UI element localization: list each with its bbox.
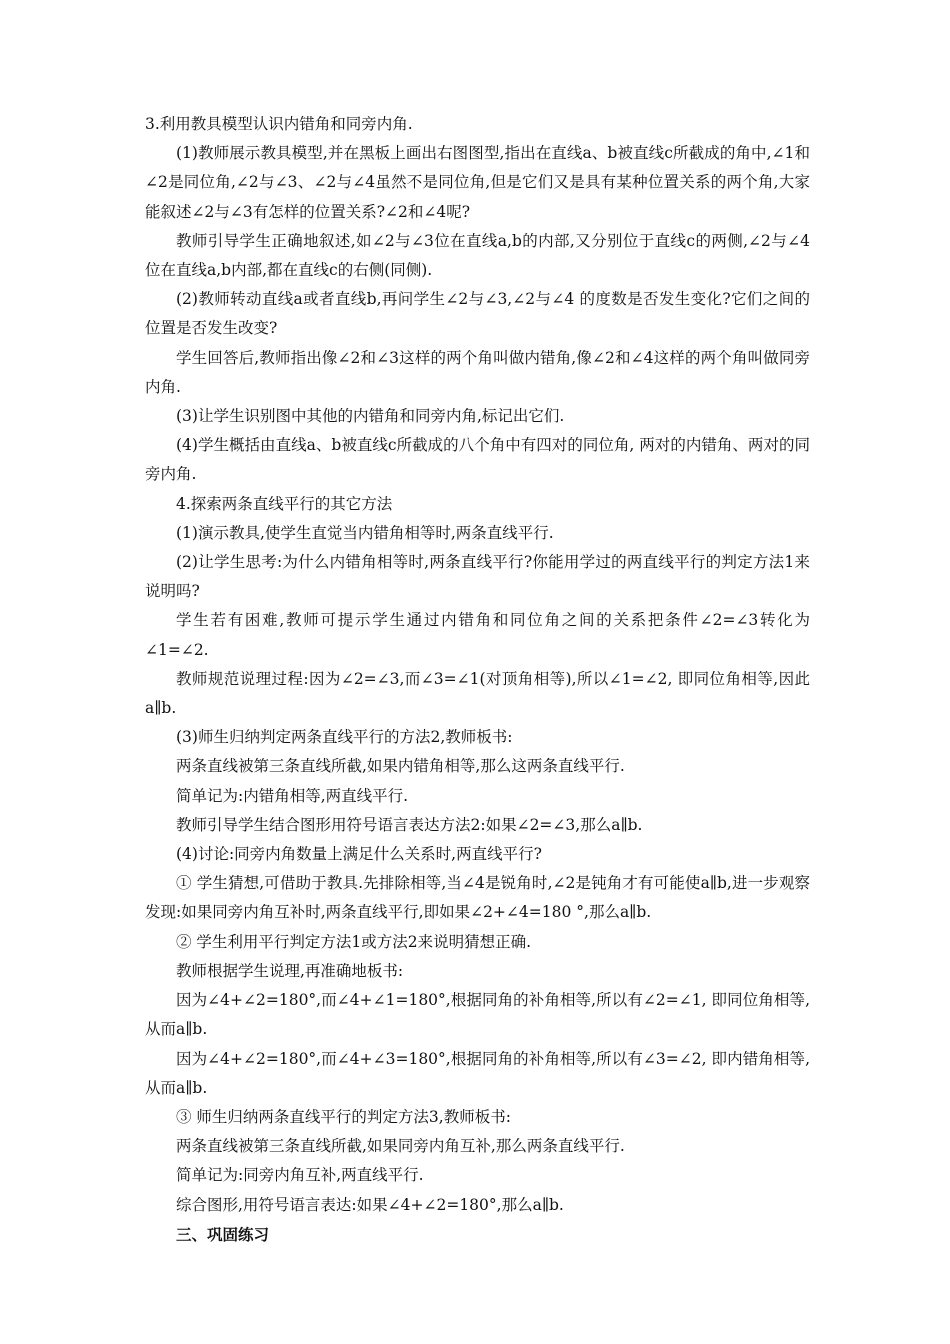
para-9: (1)演示教具,使学生直觉当内错角相等时,两条直线平行.: [176, 523, 554, 542]
para-17: (4)讨论:同旁内角数量上满足什么关系时,两直线平行?: [176, 845, 542, 864]
document-page: [145, 110, 810, 1249]
para-2: (1)教师展示教具模型,并在黑板上画出右图图型,指出在直线a、b被直线c所截成的角中,∠1和∠2是同位角,∠2与∠3、∠2与∠4虽然不是同位角,但是它们又是具有某种位置关系的两个角,大家能叙述∠2与∠3有怎样的位置关系?∠2和∠4呢?: [145, 144, 810, 221]
para-15: 简单记为:内错角相等,两直线平行.: [176, 786, 409, 805]
para-26: 综合图形,用符号语言表达:如果∠4+∠2=180°,那么a∥b.: [176, 1195, 564, 1214]
para-5: 学生回答后,教师指出像∠2和∠3这样的两个角叫做内错角,像∠2和∠4这样的两个角叫做同旁内角.: [145, 348, 810, 396]
para-12: 教师规范说理过程:因为∠2=∠3,而∠3=∠1(对顶角相等),所以∠1=∠2, 即同位角相等,因此a∥b.: [145, 669, 810, 718]
para-14: 两条直线被第三条直线所截,如果内错角相等,那么这两条直线平行.: [176, 757, 625, 776]
para-10: (2)让学生思考:为什么内错角相等时,两条直线平行?你能用学过的两直线平行的判定方法1来说明吗?: [145, 553, 810, 601]
para-13: (3)师生归纳判定两条直线平行的方法2,教师板书:: [176, 728, 513, 747]
para-16: 教师引导学生结合图形用符号语言表达方法2:如果∠2=∠3,那么a∥b.: [176, 815, 643, 834]
para-25: 简单记为:同旁内角互补,两直线平行.: [176, 1166, 424, 1185]
para-3: 教师引导学生正确地叙述,如∠2与∠3位在直线a,b的内部,又分别位于直线c的两侧,∠2与∠4位在直线a,b内部,都在直线c的右侧(同侧).: [145, 231, 810, 280]
para-18: ① 学生猜想,可借助于教具.先排除相等,当∠4是锐角时,∠2是钝角才有可能使a∥b,进一步观察发现:如果同旁内角互补时,两条直线平行,即如果∠2+∠4=180 °,那么a∥b.: [145, 874, 810, 922]
para-23: ③ 师生归纳两条直线平行的判定方法3,教师板书:: [176, 1107, 511, 1126]
para-20: 教师根据学生说理,再准确地板书:: [176, 961, 404, 980]
para-4: (2)教师转动直线a或者直线b,再问学生∠2与∠3,∠2与∠4 的度数是否发生变化?它们之间的位置是否发生改变?: [145, 290, 810, 338]
para-7: (4)学生概括由直线a、b被直线c所截成的八个角中有四对的同位角, 两对的内错角、两对的同旁内角.: [145, 436, 810, 484]
para-1: 3.利用教具模型认识内错角和同旁内角.: [145, 115, 413, 133]
para-19: ② 学生利用平行判定方法1或方法2来说明猜想正确.: [176, 932, 532, 951]
para-21: 因为∠4+∠2=180°,而∠4+∠1=180°,根据同角的补角相等,所以有∠2=∠1, 即同位角相等,从而a∥b.: [145, 991, 810, 1039]
para-24: 两条直线被第三条直线所截,如果同旁内角互补,那么两条直线平行.: [176, 1137, 625, 1156]
para-6: (3)让学生识别图中其他的内错角和同旁内角,标记出它们.: [176, 407, 565, 426]
para-8: 4.探索两条直线平行的其它方法: [176, 494, 393, 513]
para-22: 因为∠4+∠2=180°,而∠4+∠3=180°,根据同角的补角相等,所以有∠3=∠2, 即内错角相等,从而a∥b.: [145, 1049, 810, 1097]
para-11: 学生若有困难,教师可提示学生通过内错角和同位角之间的关系把条件∠2=∠3转化为∠1=∠2.: [145, 611, 810, 659]
section-heading: 三、巩固练习: [176, 1224, 270, 1244]
